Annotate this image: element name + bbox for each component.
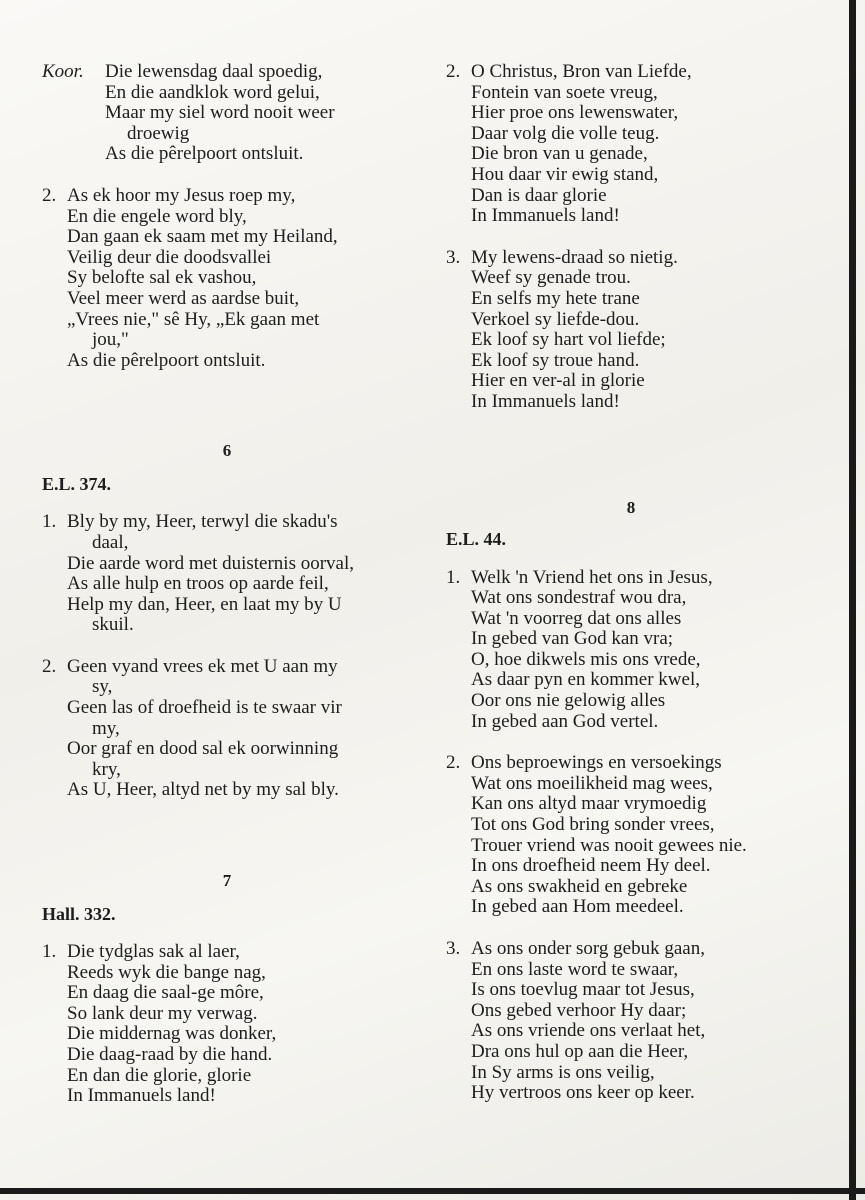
stanza-line: En daag die saal-ge môre,	[67, 982, 264, 1004]
stanza-line: Dra ons hul op aan die Heer,	[471, 1040, 689, 1062]
stanza-number: 1.	[446, 566, 461, 588]
stanza-line: Help my dan, Heer, en laat my by U	[67, 593, 342, 615]
stanza-number: 1.	[42, 511, 57, 533]
stanza-line: My lewens-draad so nietig.	[471, 246, 678, 268]
hymn-7-stanza-1	[42, 942, 432, 1107]
stanza-line: Veel meer werd as aardse buit,	[67, 287, 300, 309]
hymn-reference: E.L. 374.	[42, 474, 112, 495]
stanza-2-right	[446, 62, 816, 227]
stanza-line: As ons swakheid en gebreke	[471, 875, 688, 897]
stanza-line: Dan is daar glorie	[471, 184, 607, 206]
stanza-number: 2.	[42, 655, 57, 677]
stanza-line: kry,	[92, 758, 121, 780]
stanza-line: daal,	[92, 531, 129, 553]
stanza-line: Hier proe ons lewenswater,	[471, 102, 679, 124]
stanza-line: Fontein van soete vreug,	[471, 81, 658, 103]
stanza-line: Wat ons moeilikheid mag wees,	[471, 772, 713, 794]
page-border-bottom	[0, 1188, 865, 1194]
stanza-line: jou,"	[92, 329, 129, 351]
stanza-line: Kan ons altyd maar vrymoedig	[471, 793, 707, 815]
stanza-line: Dan gaan ek saam met my Heiland,	[67, 226, 338, 248]
stanza-line: Geen vyand vrees ek met U aan my	[67, 655, 338, 677]
hymn-6-stanza-1	[42, 512, 432, 636]
stanza-line: In gebed aan God vertel.	[471, 710, 659, 732]
stanza-number: 3.	[446, 938, 461, 959]
stanza-line: Veilig deur die doodsvallei	[67, 246, 272, 268]
stanza-line: O, hoe dikwels mis ons vrede,	[471, 648, 701, 670]
hymn-6-stanza-2	[42, 657, 432, 801]
stanza-line: Hier en ver-al in glorie	[471, 370, 645, 392]
stanza-number: 1.	[42, 941, 57, 963]
stanza-line: As alle hulp en troos op aarde feil,	[67, 573, 329, 595]
stanza-line: Bly by my, Heer, terwyl die skadu's	[67, 511, 338, 533]
hymn-number: 6	[222, 441, 232, 461]
stanza-line: Die lewensdag daal spoedig,	[105, 61, 323, 82]
stanza-line: Oor ons nie gelowig alles	[471, 690, 666, 712]
page-border-right	[849, 0, 856, 1200]
stanza-line: Wat ons sondestraf wou dra,	[471, 587, 687, 609]
stanza-line: „Vrees nie," sê Hy, „Ek gaan met	[67, 308, 320, 330]
stanza-number: 2.	[446, 61, 461, 82]
stanza-line: Wat 'n voorreg dat ons alles	[471, 607, 682, 629]
stanza-line: In Sy arms is ons veilig,	[471, 1061, 655, 1083]
stanza-line: sy,	[92, 676, 113, 698]
stanza-line: In Immanuels land!	[471, 390, 620, 412]
koor-stanza	[42, 62, 432, 165]
stanza-line: Hy vertroos ons keer op keer.	[471, 1082, 695, 1104]
stanza-line: En ons laste word te swaar,	[471, 958, 679, 980]
stanza-line: In Immanuels land!	[67, 1085, 216, 1107]
stanza-line: As ons onder sorg gebuk gaan,	[471, 938, 705, 959]
stanza-number: 2.	[446, 752, 461, 774]
hymn-number: 8	[626, 497, 636, 517]
stanza-line: Welk 'n Vriend het ons in Jesus,	[471, 566, 713, 588]
right-column	[446, 62, 816, 1104]
stanza-line: Daar volg die volle teug.	[471, 122, 660, 144]
stanza-line: En selfs my hete trane	[471, 287, 640, 309]
stanza-2-left	[42, 186, 432, 371]
stanza-line: Tot ons God bring sonder vrees,	[471, 814, 715, 836]
stanza-line: Die aarde word met duisternis oorval,	[67, 552, 355, 574]
stanza-line: En die engele word bly,	[67, 205, 247, 227]
stanza-line: In gebed van God kan vra;	[471, 628, 674, 650]
hymn-8-stanza-3	[446, 939, 816, 1104]
stanza-line: So lank deur my verwag.	[67, 1002, 258, 1024]
stanza-line: Maar my siel word nooit weer	[105, 102, 335, 124]
stanza-line: As U, Heer, altyd net by my sal bly.	[67, 779, 339, 801]
stanza-line: O Christus, Bron van Liefde,	[471, 61, 692, 82]
stanza-line: Ons gebed verhoor Hy daar;	[471, 999, 687, 1021]
stanza-line: Sy belofte sal ek vashou,	[67, 267, 257, 289]
hymn-8-stanza-1	[446, 568, 816, 733]
stanza-line: As daar pyn en kommer kwel,	[471, 669, 700, 691]
stanza-line: Die tydglas sak al laer,	[67, 941, 240, 963]
stanza-line: As die pêrelpoort ontsluit.	[67, 349, 266, 371]
stanza-line: Reeds wyk die bange nag,	[67, 961, 266, 983]
stanza-line: Verkoel sy liefde-dou.	[471, 308, 640, 330]
stanza-line: droewig	[127, 122, 190, 144]
stanza-line: In gebed aan Hom meedeel.	[471, 896, 684, 918]
stanza-line: Die daag-raad by die hand.	[67, 1044, 273, 1065]
hymn-reference: E.L. 44.	[446, 528, 507, 549]
stanza-line: Geen las of droefheid is te swaar vir	[67, 697, 342, 719]
stanza-line: Trouer vriend was nooit gewees nie.	[471, 834, 747, 856]
stanza-line: In ons droefheid neem Hy deel.	[471, 855, 711, 877]
stanza-line: En die aandklok word gelui,	[105, 81, 320, 103]
stanza-3-right	[446, 248, 816, 413]
stanza-line: Hou daar vir ewig stand,	[471, 163, 659, 185]
stanza-line: Die middernag was donker,	[67, 1023, 277, 1045]
stanza-line: Die bron van u genade,	[471, 143, 648, 165]
hymn-number: 7	[222, 871, 232, 891]
stanza-number: 2.	[42, 184, 57, 206]
stanza-line: Oor graf en dood sal ek oorwinning	[67, 738, 339, 760]
stanza-line: Ek loof sy hart vol liefde;	[471, 329, 666, 351]
stanza-line: As ek hoor my Jesus roep my,	[67, 184, 296, 206]
stanza-line: Ek loof sy troue hand.	[471, 349, 640, 371]
koor-label: Koor.	[42, 61, 84, 82]
stanza-number: 3.	[446, 246, 461, 268]
stanza-line: As die pêrelpoort ontsluit.	[105, 143, 304, 165]
stanza-line: Is ons toevlug maar tot Jesus,	[471, 979, 695, 1001]
stanza-line: my,	[92, 717, 120, 739]
stanza-line: As ons vriende ons verlaat het,	[471, 1020, 706, 1042]
stanza-line: skuil.	[92, 614, 134, 636]
stanza-line: Weef sy genade trou.	[471, 267, 631, 289]
stanza-line: Ons beproewings en versoekings	[471, 752, 722, 774]
stanza-line: In Immanuels land!	[471, 205, 620, 227]
hymn-reference: Hall. 332.	[42, 904, 116, 925]
left-column	[42, 62, 432, 1107]
hymn-8-stanza-2	[446, 753, 816, 918]
stanza-line: En dan die glorie, glorie	[67, 1064, 252, 1086]
